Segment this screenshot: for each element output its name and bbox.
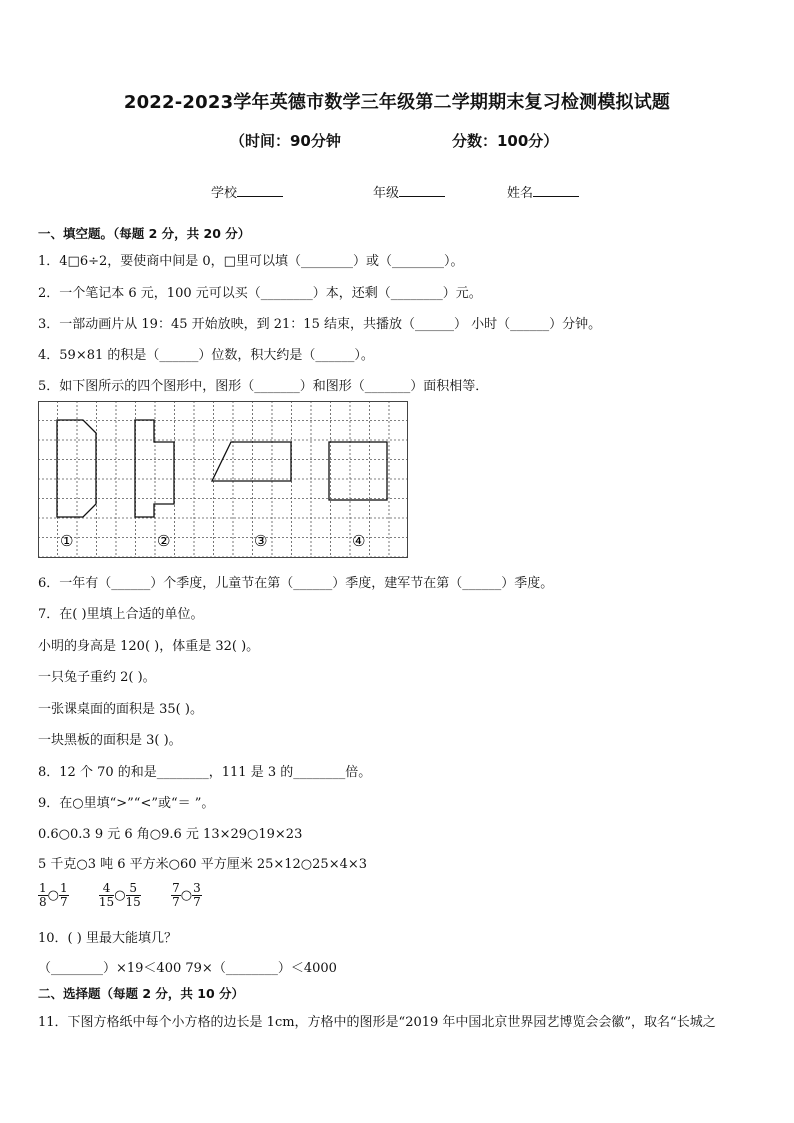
question-7d: 一块黑板的面积是 3( )。 — [38, 733, 182, 748]
grade-label: 年级 — [373, 186, 400, 201]
question-7a: 小明的身高是 120( )，体重是 32( )。 — [38, 639, 260, 654]
name-label: 姓名 — [507, 186, 534, 201]
numerator: 7 — [172, 881, 180, 895]
denominator: 7 — [172, 895, 180, 909]
fraction-pair-2 — [99, 882, 141, 909]
fraction-pair-1 — [38, 882, 69, 909]
question-2: 2．一个笔记本 6 元，100 元可以买（________）本，还剩（________）元。 — [38, 286, 482, 301]
grade-field — [373, 182, 445, 201]
grade-blank[interactable] — [399, 184, 445, 197]
numerator: 5 — [126, 882, 141, 896]
figure-label-1: ① — [60, 532, 74, 550]
numerator: 4 — [99, 882, 114, 896]
fraction — [59, 882, 69, 909]
numerator: 3 — [193, 881, 201, 895]
shape-2 — [135, 420, 174, 517]
numerator: 1 — [39, 881, 47, 895]
grid-figure — [38, 401, 409, 559]
shape-1 — [57, 420, 96, 517]
figure-label-4: ④ — [352, 532, 366, 550]
fraction — [38, 882, 48, 909]
time-label: （时间：90分钟 — [230, 132, 341, 150]
section1-heading: 一、填空题。（每题 2 分，共 20 分） — [38, 226, 251, 241]
score-label: 分数：100分） — [452, 132, 559, 150]
school-field — [211, 182, 283, 201]
denominator: 15 — [125, 895, 141, 909]
question-4: 4．59×81 的积是（______）位数，积大约是（______）。 — [38, 348, 374, 363]
question-5: 5．如下图所示的四个图形中，图形（_______）和图形（_______）面积相等． — [38, 379, 489, 394]
question-9a: 0.6○0.3 9 元 6 角○9.6 元 13×29○19×23 — [38, 827, 303, 842]
question-10a: （________）×19＜400 79×（________）＜4000 — [38, 961, 337, 976]
fraction — [171, 882, 181, 909]
question-9b: 5 千克○3 吨 6 平方米○60 平方厘米 25×12○25×4×3 — [38, 857, 368, 872]
shape-4 — [329, 442, 387, 500]
compare-circle[interactable]: ○ — [114, 888, 126, 903]
fraction — [99, 882, 114, 909]
denominator: 8 — [39, 895, 47, 909]
question-7c: 一张课桌面的面积是 35( )。 — [38, 702, 203, 717]
compare-circle[interactable]: ○ — [47, 888, 59, 903]
name-field — [507, 182, 579, 201]
question-6: 6．一年有（______）个季度，儿童节在第（______）季度，建军节在第（______）季度。 — [38, 576, 554, 591]
denominator: 15 — [98, 895, 115, 909]
section2-heading: 二、选择题（每题 2 分，共 10 分） — [38, 986, 245, 1001]
question-10: 10．( ) 里最大能填几？ — [38, 931, 177, 946]
question-3: 3．一部动画片从 19：45 开始放映，到 21：15 结束，共播放（______） 小时（______）分钟。 — [38, 317, 602, 332]
figure-label-3: ③ — [254, 532, 268, 550]
question-7b: 一只兔子重约 2( )。 — [38, 670, 156, 685]
school-label: 学校 — [211, 186, 238, 201]
denominator: 7 — [59, 895, 68, 909]
shape-3 — [212, 442, 291, 481]
question-9: 9．在○里填“>”“<”或“＝ ”。 — [38, 796, 215, 811]
compare-circle[interactable]: ○ — [180, 888, 193, 903]
question-7: 7．在( )里填上合适的单位。 — [38, 607, 204, 622]
question-11: 11．下图方格纸中每个小方格的边长是 1cm，方格中的图形是“2019 年中国北京世界园艺博览会会徽”，取名“长城之 — [38, 1015, 716, 1030]
page-title: 2022-2023学年英德市数学三年级第二学期期末复习检测模拟试题 — [123, 92, 671, 113]
figure-label-2: ② — [157, 532, 171, 550]
numerator: 1 — [59, 881, 68, 895]
name-blank[interactable] — [533, 184, 579, 197]
fraction — [192, 882, 202, 909]
fraction — [126, 882, 141, 909]
question-8: 8．12 个 70 的和是________，111 是 3 的________倍。 — [38, 765, 372, 780]
denominator: 7 — [193, 895, 201, 909]
school-blank[interactable] — [237, 184, 283, 197]
question-1: 1．4□6÷2，要使商中间是 0，□里可以填（________）或（________）。 — [38, 254, 464, 269]
fraction-pair-3 — [171, 882, 202, 909]
fraction-comparisons — [38, 882, 202, 909]
